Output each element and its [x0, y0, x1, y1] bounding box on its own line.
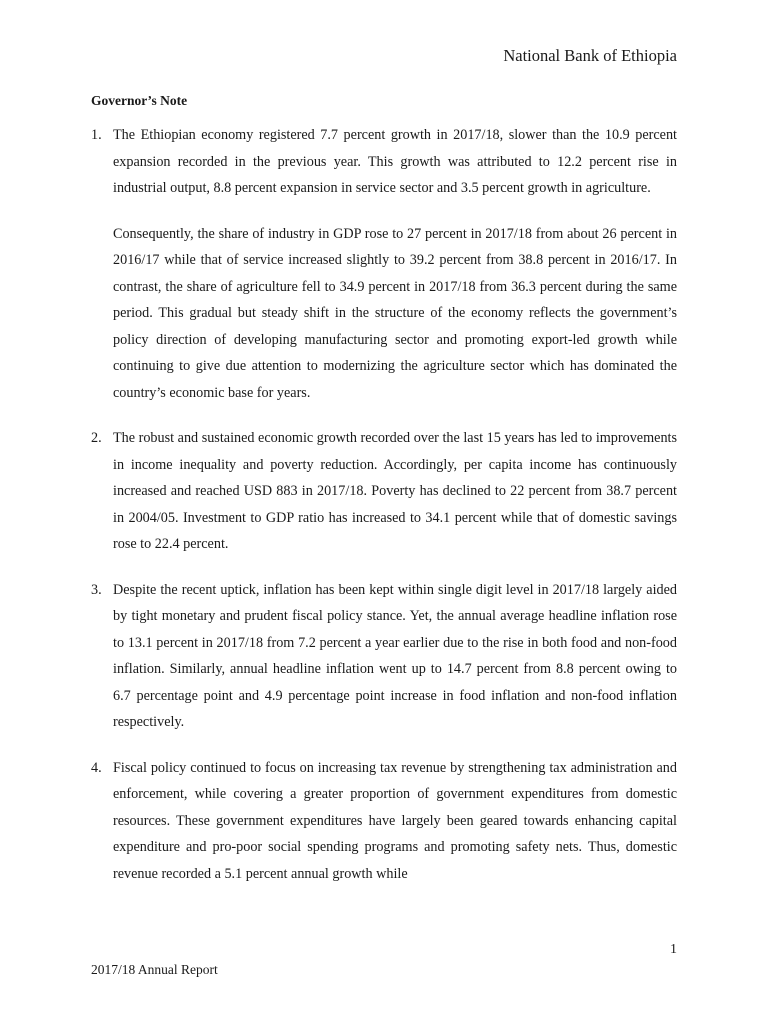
item-number: 4. — [91, 759, 102, 776]
paragraph: Fiscal policy continued to focus on increasing tax revenue by strengthening tax administration and enforcement, while covering a greater proportion of government expenditures from domestic resources. These government expenditures have largely been geared towards enhancing capital expenditure and pro-poor social spending programs and promoting safety nets. Thus, domestic revenue recorded a 5.1 percent annual growth while — [113, 759, 677, 882]
note-list — [91, 122, 677, 906]
paragraph: The Ethiopian economy registered 7.7 percent growth in 2017/18, slower than the 10.9 percent expansion recorded in the previous year. This growth was attributed to 12.2 percent rise in industrial output, 8.8 percent expansion in service sector and 3.5 percent growth in agriculture. — [113, 127, 677, 196]
list-item-3 — [91, 577, 677, 736]
section-title: Governor’s Note — [91, 93, 188, 108]
paragraph: Despite the recent uptick, inflation has been kept within single digit level in 2017/18 largely aided by tight monetary and prudent fiscal policy stance. Yet, the annual average headline inflation rose to 13.1 percent in 2017/18 from 7.2 percent a year earlier due to the rise in both food and non-food inflation. Similarly, annual headline inflation went up to 14.7 percent from 8.8 percent owing to 6.7 percentage point and 4.9 percentage point increase in food inflation and non-food inflation respectively. — [113, 581, 677, 730]
page-number: 1 — [670, 942, 677, 957]
page-header: National Bank of Ethiopia — [503, 46, 677, 65]
item-number: 2. — [91, 430, 102, 446]
item-number: 1. — [91, 127, 102, 143]
list-item-4 — [91, 755, 677, 888]
page-footer: 2017/18 Annual Report — [91, 962, 218, 977]
paragraph: Consequently, the share of industry in GDP rose to 27 percent in 2017/18 from about 26 percent in 2016/17 while that of service increased slightly to 39.2 percent from 38.8 percent in 2016/17. In contrast, the share of agriculture fell to 34.9 percent in 2017/18 from 36.3 percent during the same period. This gradual but steady shift in the structure of the economy reflects the government’s policy direction of developing manufacturing sector and promoting export-led growth while continuing to give due attention to modernizing the agriculture sector which has dominated the country’s economic base for years. — [113, 225, 677, 401]
paragraph: The robust and sustained economic growth recorded over the last 15 years has led to improvements in income inequality and poverty reduction. Accordingly, per capita income has continuously increased and reached USD 883 in 2017/18. Poverty has declined to 22 percent from 38.7 percent in 2004/05. Investment to GDP ratio has increased to 34.1 percent while that of domestic savings rose to 22.4 percent. — [113, 430, 677, 552]
item-number: 3. — [91, 581, 102, 598]
list-item-2 — [91, 425, 677, 558]
list-item-1 — [91, 122, 677, 406]
